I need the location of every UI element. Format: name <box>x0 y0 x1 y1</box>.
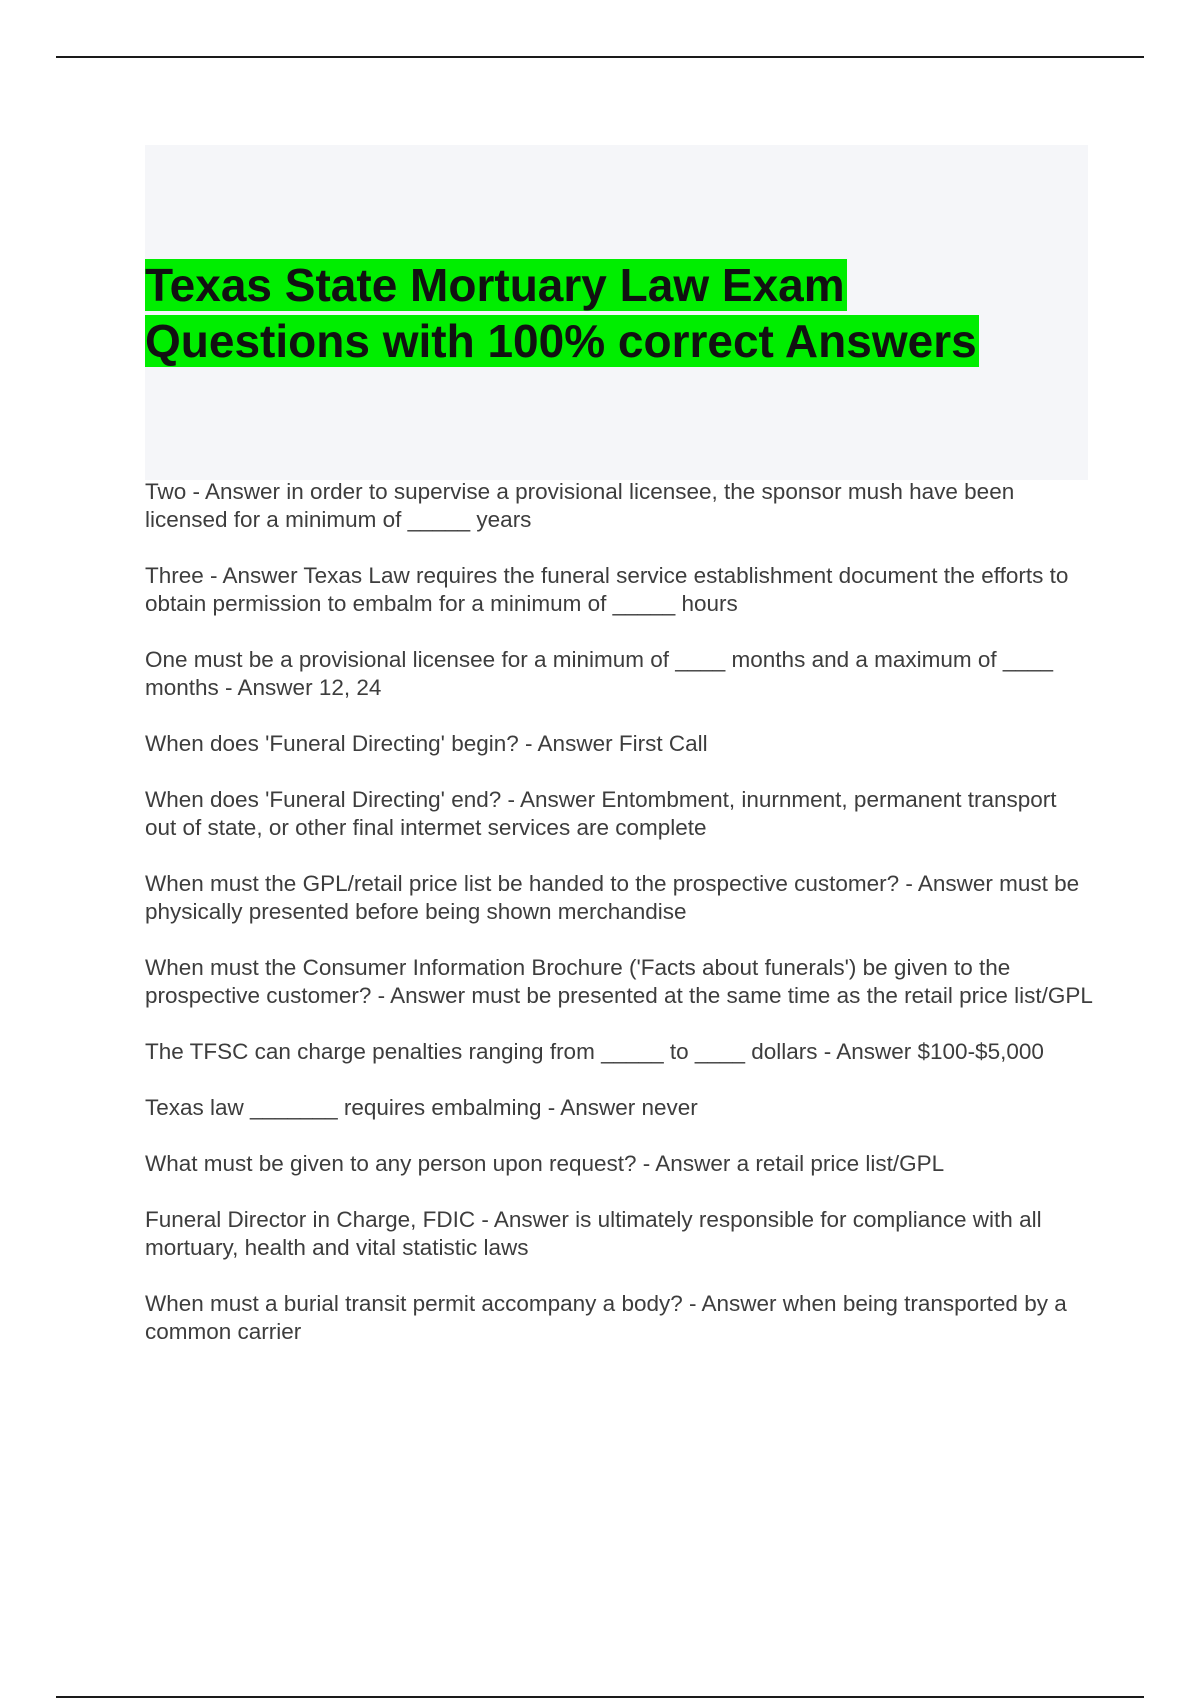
qa-item: When does 'Funeral Directing' end? - Answer Entombment, inurnment, permanent transport out of state, or other final intermet services are complete <box>145 787 1057 840</box>
bottom-rule <box>56 1696 1144 1698</box>
qa-list <box>145 478 1093 1374</box>
qa-item: What must be given to any person upon request? - Answer a retail price list/GPL <box>145 1151 945 1176</box>
qa-item: When must a burial transit permit accompany a body? - Answer when being transported by a common carrier <box>145 1291 1067 1344</box>
qa-item: The TFSC can charge penalties ranging from _____ to ____ dollars - Answer $100-$5,000 <box>145 1039 1044 1064</box>
qa-item: Texas law _______ requires embalming - Answer never <box>145 1095 698 1120</box>
qa-item: One must be a provisional licensee for a minimum of ____ months and a maximum of ____ months - Answer 12, 24 <box>145 647 1053 700</box>
qa-item: When must the Consumer Information Brochure ('Facts about funerals') be given to the prospective customer? - Answer must be presented at the same time as the retail price list/GPL <box>145 955 1093 1008</box>
top-rule <box>56 56 1144 58</box>
qa-item: Three - Answer Texas Law requires the funeral service establishment document the efforts to obtain permission to embalm for a minimum of _____ hours <box>145 563 1069 616</box>
qa-item: When must the GPL/retail price list be handed to the prospective customer? - Answer must be physically presented before being shown merchandise <box>145 871 1080 924</box>
title-block <box>145 145 1088 480</box>
document-title <box>145 257 1045 369</box>
qa-item: When does 'Funeral Directing' begin? - Answer First Call <box>145 731 708 756</box>
qa-item: Two - Answer in order to supervise a provisional licensee, the sponsor mush have been licensed for a minimum of _____ years <box>145 479 1015 532</box>
qa-item: Funeral Director in Charge, FDIC - Answer is ultimately responsible for compliance with all mortuary, health and vital statistic laws <box>145 1207 1042 1260</box>
document-title-text: Texas State Mortuary Law Exam Questions with 100% correct Answers <box>145 259 977 367</box>
